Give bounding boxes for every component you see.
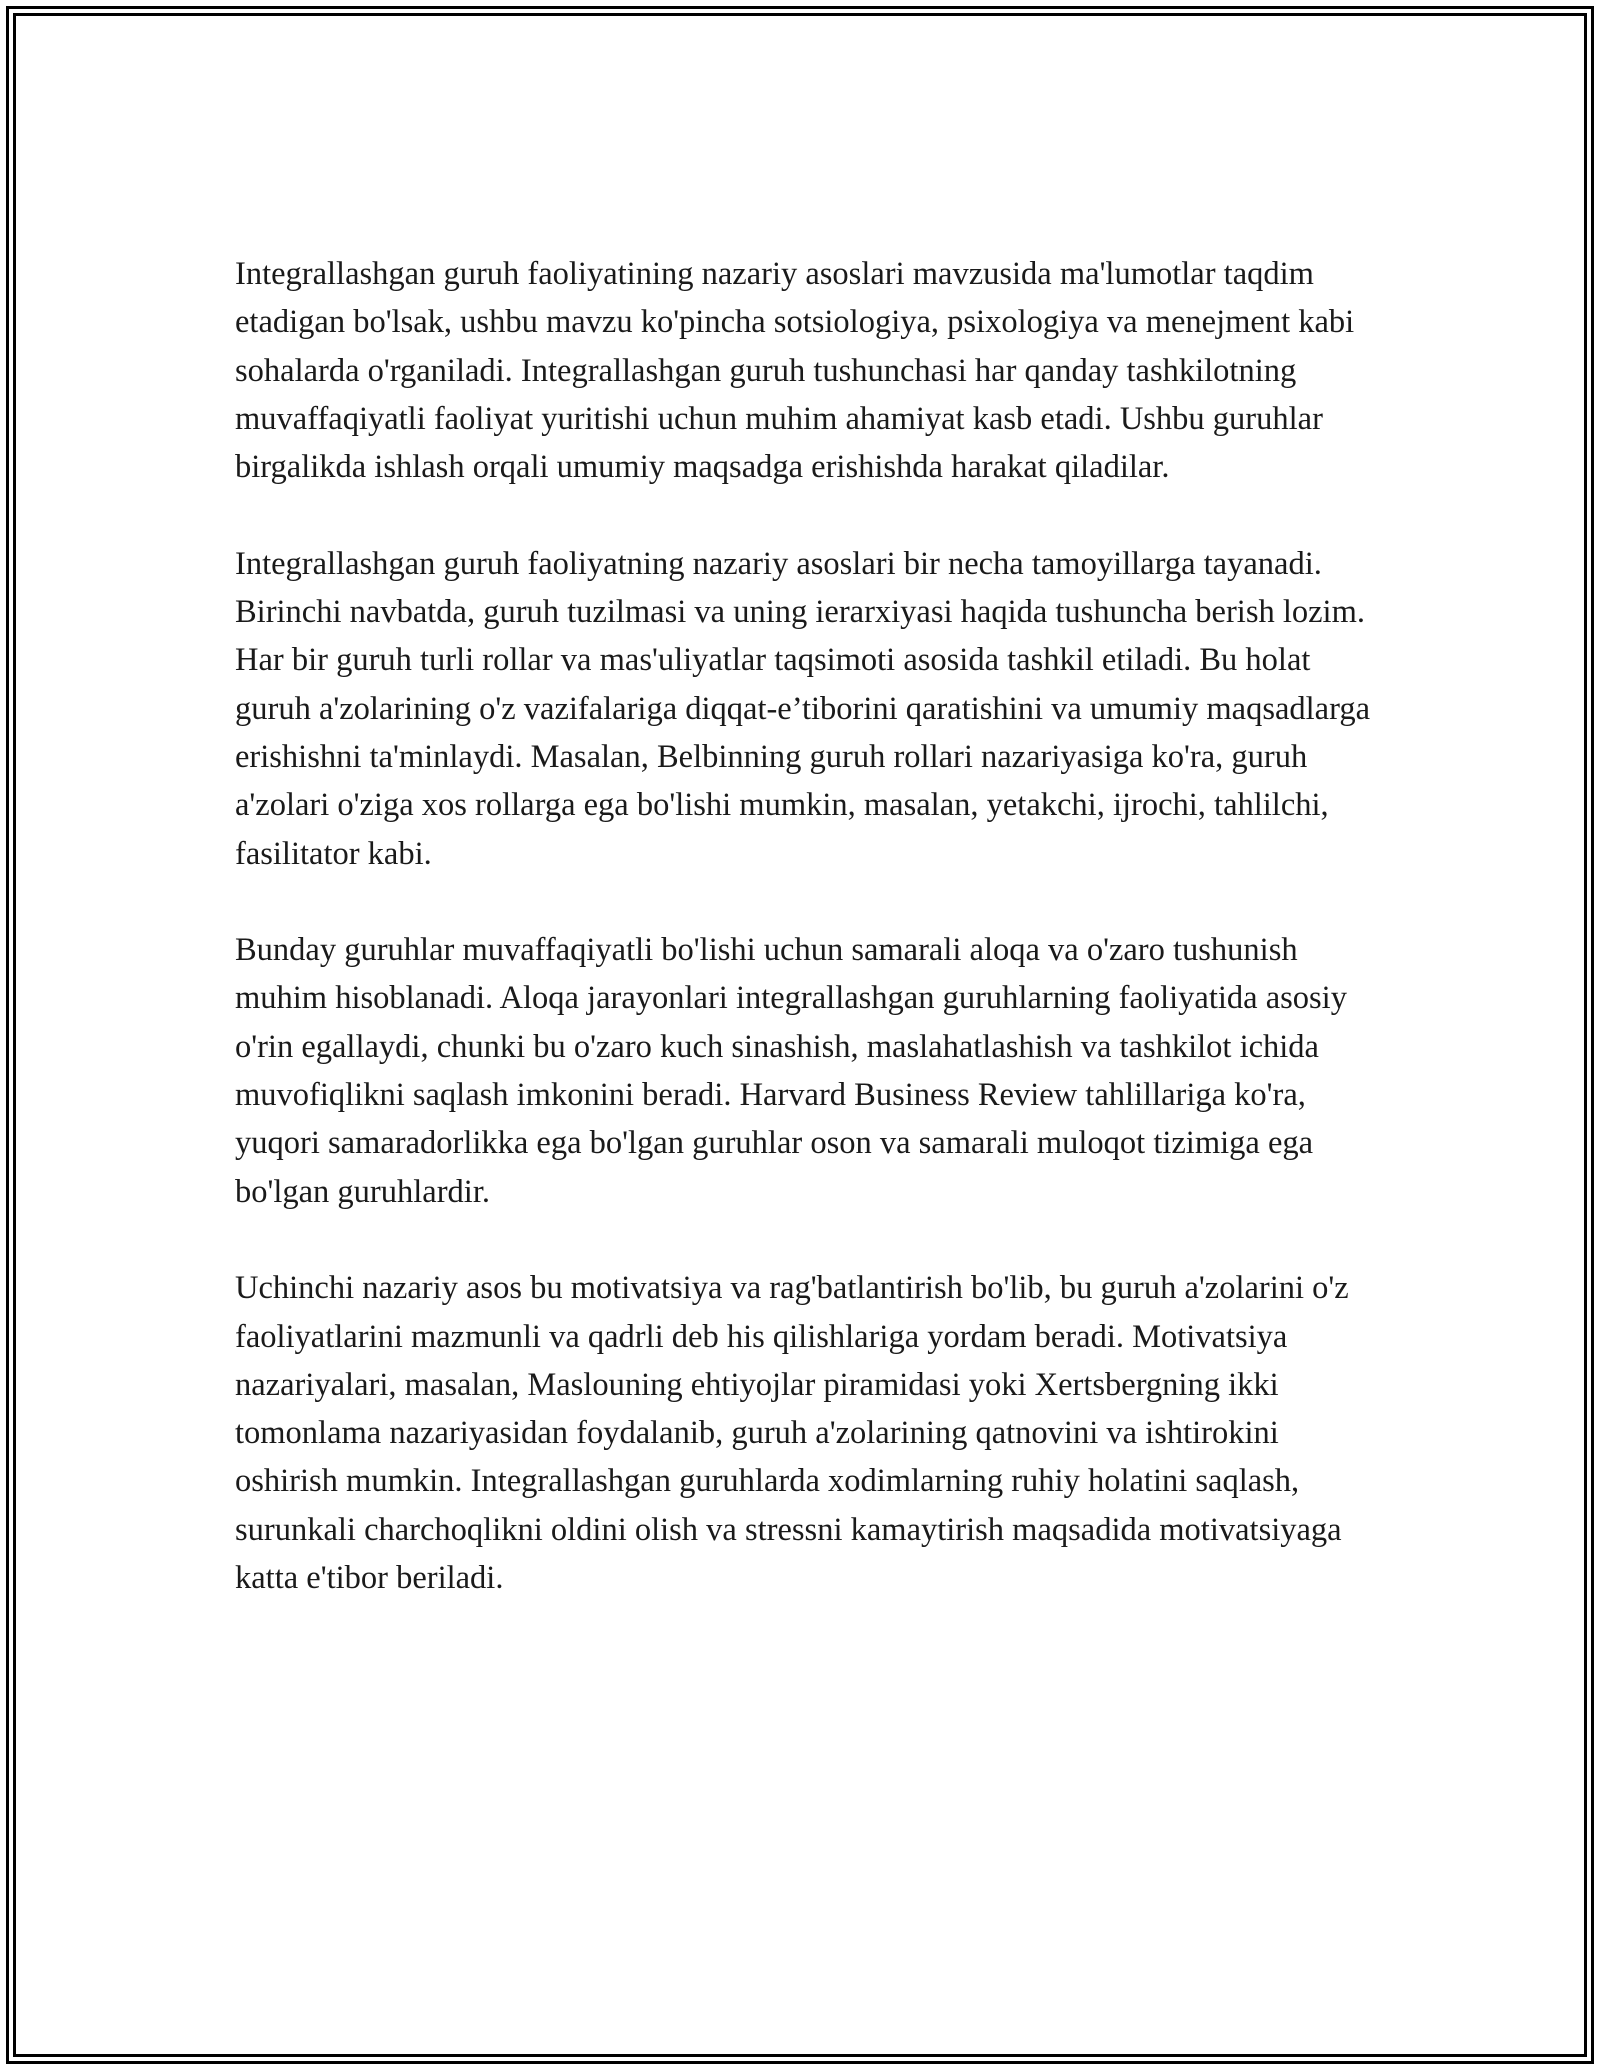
paragraph-1: Integrallashgan guruh faoliyatining nazariy asoslari mavzusida ma'lumotlar taqdim etadigan bo'lsak, ushbu mavzu ko'pincha sotsiologiya, psixologiya va menejment kabi sohalarda o'rganiladi. Integrallashgan guruh tushunchasi har qanday tashkilotning muvaffaqiyatli faoliyat yuritishi uchun muhim ahamiyat kasb etadi. Ushbu guruhlar birgalikda ishlash orqali umumiy maqsadga erishishda harakat qiladilar.	[235, 256, 1355, 486]
paragraph-3: Bunday guruhlar muvaffaqiyatli bo'lishi uchun samarali aloqa va o'zaro tushunish muhim hisoblanadi. Aloqa jarayonlari integrallashgan guruhlarning faoliyatida asosiy o'rin egallaydi, chunki bu o'zaro kuch sinashish, maslahatlashish va tashkilot ichida muvofiqlikni saqlash imkonini beradi. Harvard Business Review tahlillariga ko'ra, yuqori samaradorlikka ega bo'lgan guruhlar oson va samarali muloqot tizimiga ega bo'lgan guruhlardir.	[235, 932, 1347, 1210]
paragraph-4: Uchinchi nazariy asos bu motivatsiya va rag'batlantirish bo'lib, bu guruh a'zolarini o'z faoliyatlarini mazmunli va qadrli deb his qilishlariga yordam beradi. Motivatsiya nazariyalari, masalan, Maslouning ehtiyojlar piramidasi yoki Xertsbergning ikki tomonlama nazariyasidan foydalanib, guruh a'zolarining qatnovini va ishtirokini oshirish mumkin. Integrallashgan guruhlarda xodimlarning ruhiy holatini saqlash, surunkali charchoqlikni oldini olish va stressni kamaytirish maqsadida motivatsiyaga katta e'tibor beriladi.	[235, 1270, 1349, 1597]
document-body	[235, 250, 1375, 1602]
paragraph-2: Integrallashgan guruh faoliyatning nazariy asoslari bir necha tamoyillarga tayanadi. Birinchi navbatda, guruh tuzilmasi va uning ierarxiyasi haqida tushuncha berish lozim. Har bir guruh turli rollar va mas'uliyatlar taqsimoti asosida tashkil etiladi. Bu holat guruh a'zolarining o'z vazifalariga diqqat-e’tiborini qaratishini va umumiy maqsadlarga erishishni ta'minlaydi. Masalan, Belbinning guruh rollari nazariyasiga ko'ra, guruh a'zolari o'ziga xos rollarga ega bo'lishi mumkin, masalan, yetakchi, ijrochi, tahlilchi, fasilitator kabi.	[235, 545, 1371, 872]
